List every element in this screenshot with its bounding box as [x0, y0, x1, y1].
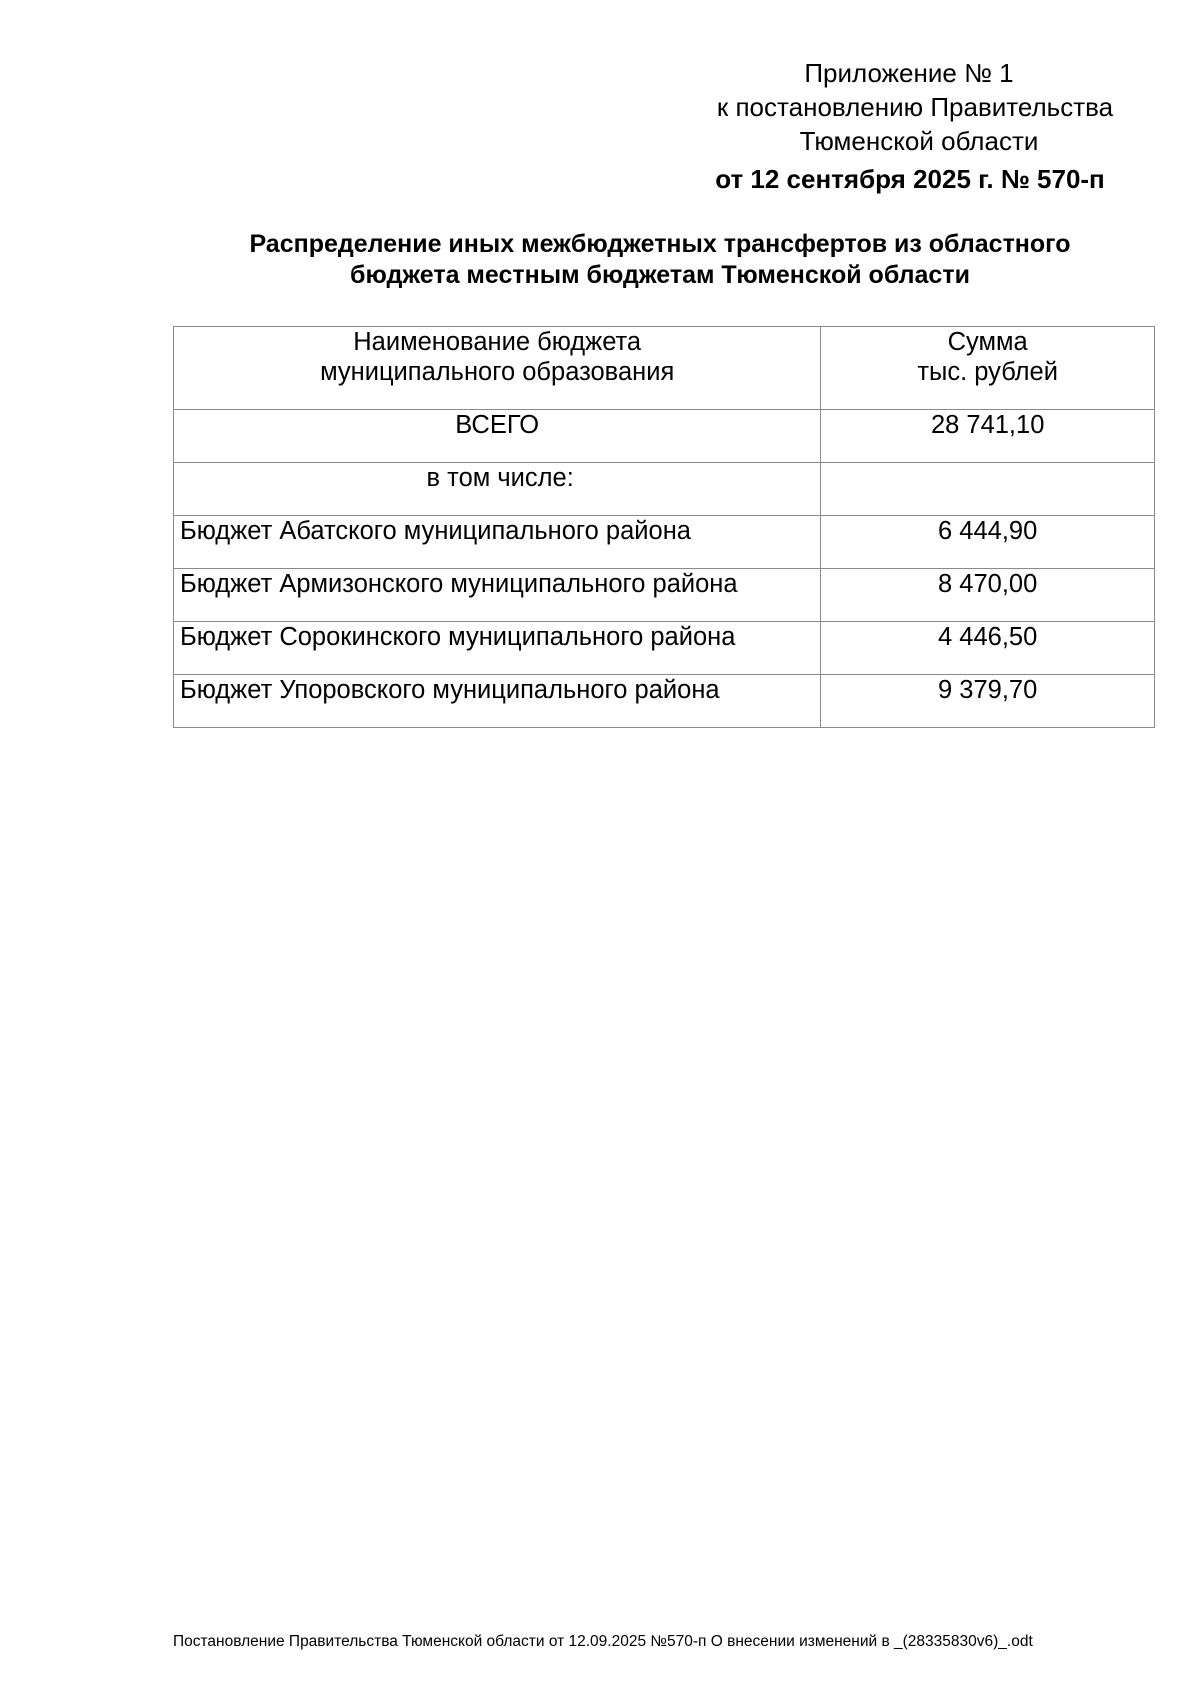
appendix-header: [690, 56, 1140, 196]
total-label: ВСЕГО: [174, 410, 821, 463]
document-title-line-1: Распределение иных межбюджетных трансфертов из областного: [249, 230, 1071, 258]
document-title: [170, 229, 1150, 291]
column-header-amount: Сумма тыс. рублей: [821, 327, 1155, 410]
row-amount: 4 446,50: [821, 622, 1155, 675]
total-row: [174, 410, 1155, 463]
row-amount: 8 470,00: [821, 569, 1155, 622]
subheading-label: в том числе:: [174, 463, 821, 516]
table-header-row: [174, 327, 1155, 410]
subheading-row: [174, 463, 1155, 516]
subheading-amount-empty: [821, 463, 1155, 516]
distribution-table: [173, 326, 1155, 728]
row-name: Бюджет Упоровского муниципального района: [174, 675, 821, 728]
row-name: Бюджет Сорокинского муниципального района: [174, 622, 821, 675]
appendix-date: от 12 сентября 2025 г. № 570-п: [715, 164, 1105, 194]
page-footer: Постановление Правительства Тюменской области от 12.09.2025 №570-п О внесении изменений в _(28335830v6)_.odt: [173, 1633, 1033, 1650]
appendix-reference: к постановлению Правительства: [716, 92, 1114, 122]
appendix-number: Приложение № 1: [804, 58, 1014, 88]
document-title-line-2: бюджета местным бюджетам Тюменской области: [350, 261, 970, 289]
appendix-region: Тюменской области: [799, 126, 1039, 156]
row-name: Бюджет Абатского муниципального района: [174, 516, 821, 569]
row-amount: 9 379,70: [821, 675, 1155, 728]
row-amount: 6 444,90: [821, 516, 1155, 569]
total-amount: 28 741,10: [821, 410, 1155, 463]
table-row: [174, 675, 1155, 728]
table-row: [174, 622, 1155, 675]
column-header-name: Наименование бюджета муниципального образования: [174, 327, 821, 410]
row-name: Бюджет Армизонского муниципального района: [174, 569, 821, 622]
table-row: [174, 569, 1155, 622]
table-row: [174, 516, 1155, 569]
